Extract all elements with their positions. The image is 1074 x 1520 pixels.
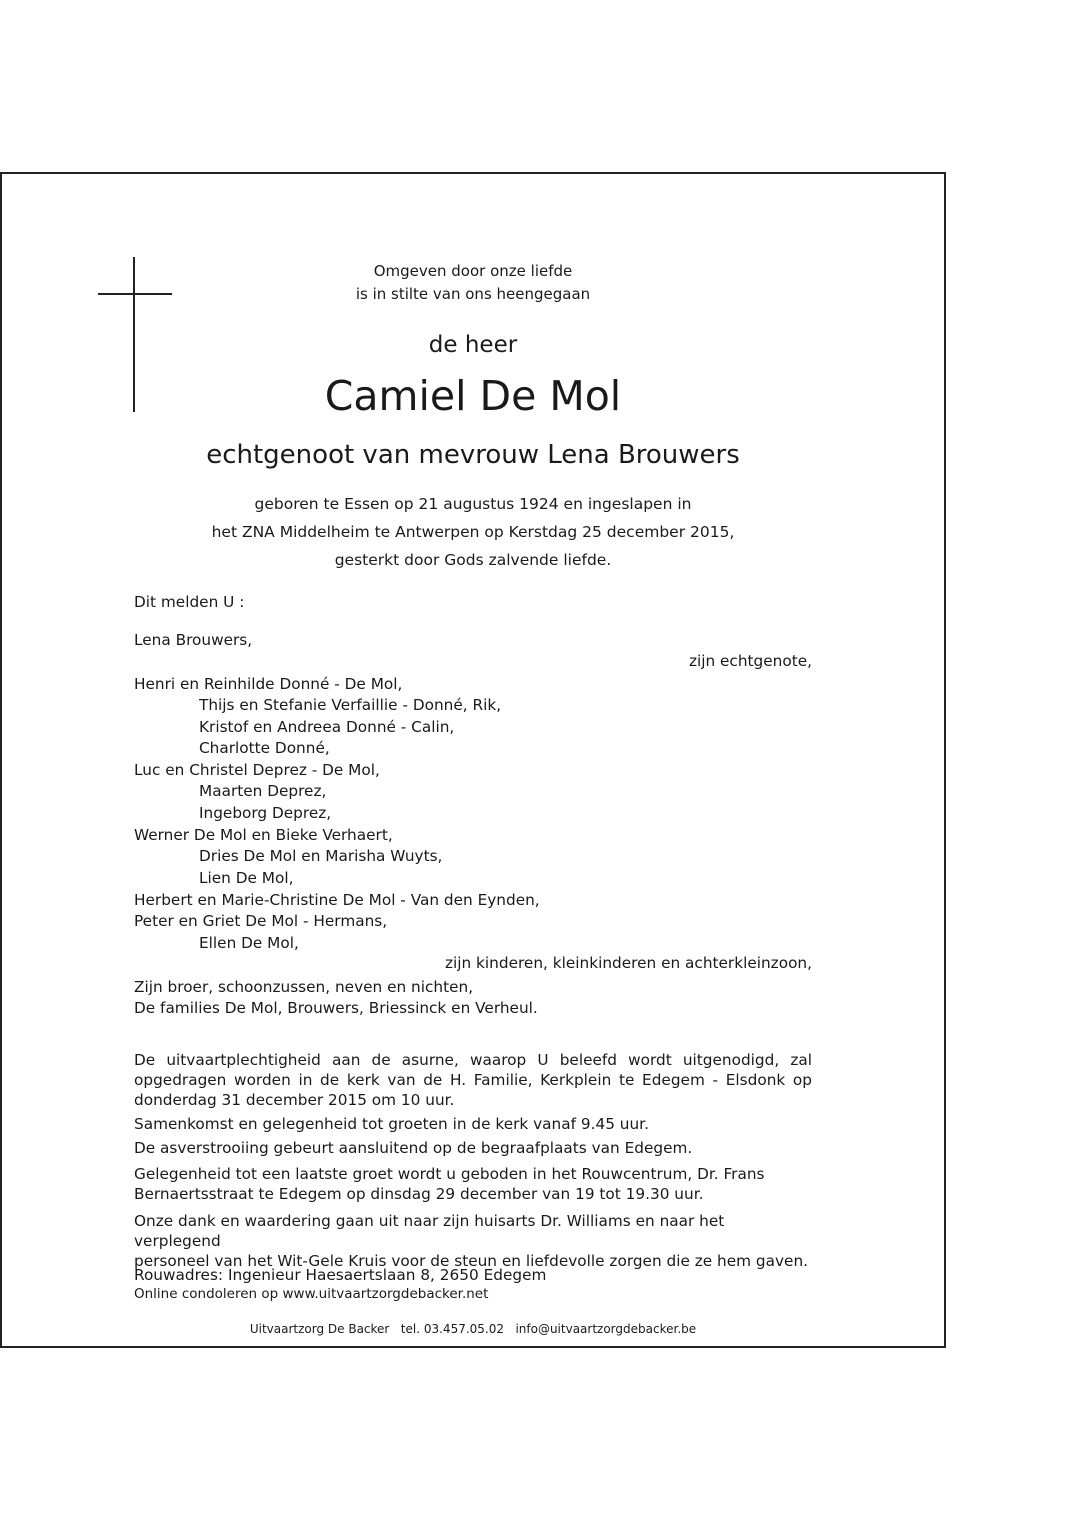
family-role: zijn kinderen, kleinkinderen en achterkleinzoon, xyxy=(444,954,812,972)
announce-text: Dit melden U : xyxy=(134,593,245,611)
family-member: Lien De Mol, xyxy=(199,869,294,887)
family-member: Werner De Mol en Bieke Verhaert, xyxy=(134,826,393,844)
gathering-text: Samenkomst en gelegenheid tot groeten in de kerk vanaf 9.45 uur. xyxy=(134,1115,649,1133)
honorific: de heer xyxy=(428,332,518,358)
family-member: Thijs en Stefanie Verfaillie - Donné, Rik, xyxy=(199,696,502,714)
thanks-paragraph: Onze dank en waardering gaan uit naar zijn huisarts Dr. Williams en naar het verplegend personeel van het Wit-Gele Kruis voor de steun en liefdevolle zorgen die ze hem gaven. xyxy=(134,1212,809,1270)
family-member: Dries De Mol en Marisha Wuyts, xyxy=(199,847,443,865)
family-member: Maarten Deprez, xyxy=(199,782,327,800)
family-member: Kristof en Andreea Donné - Calin, xyxy=(199,718,455,736)
family-member: Henri en Reinhilde Donné - De Mol, xyxy=(134,675,403,693)
ashes-text: De asverstrooiing gebeurt aansluitend op de begraafplaats van Edegem. xyxy=(134,1139,693,1157)
ceremony-paragraph: De uitvaartplechtigheid aan de asurne, waarop U beleefd wordt uitgenodigd, zal opgedragen worden in de kerk van de H. Familie, Kerkplein te Edegem - Elsdonk op donderdag 31 december 2015 om 10 uur. xyxy=(134,1051,812,1109)
family-member: Luc en Christel Deprez - De Mol, xyxy=(134,761,380,779)
wife-role: zijn echtgenote, xyxy=(688,652,812,670)
spouse-line: echtgenoot van mevrouw Lena Brouwers xyxy=(206,440,740,470)
farewell-paragraph: Gelegenheid tot een laatste groet wordt u geboden in het Rouwcentrum, Dr. Frans Bernaertsstraat te Edegem op dinsdag 29 december van 19 tot 19.30 uur. xyxy=(134,1165,765,1203)
mourning-address: Rouwadres: Ingenieur Haesaertslaan 8, 2650 Edegem xyxy=(134,1266,547,1284)
intro-text: Omgeven door onze liefde is in stilte van ons heengegaan xyxy=(355,262,591,303)
deceased-name: Camiel De Mol xyxy=(324,372,622,420)
family-member: Ellen De Mol, xyxy=(199,934,299,952)
family-member: Herbert en Marie-Christine De Mol - Van den Eynden, xyxy=(134,891,540,909)
family-member: Ingeborg Deprez, xyxy=(199,804,332,822)
wife-name: Lena Brouwers, xyxy=(134,631,253,649)
relatives-line: Zijn broer, schoonzussen, neven en nichten, xyxy=(134,978,474,996)
online-condolence-link[interactable]: Online condoleren op www.uitvaartzorgdebacker.net xyxy=(134,1286,489,1302)
relatives-line: De families De Mol, Brouwers, Briessinck en Verheul. xyxy=(134,999,538,1017)
funeral-home-footer: Uitvaartzorg De Backer tel. 03.457.05.02 info@uitvaartzorgdebacker.be xyxy=(249,1322,697,1336)
family-member: Peter en Griet De Mol - Hermans, xyxy=(134,912,388,930)
family-member: Charlotte Donné, xyxy=(199,739,330,757)
birth-death-details: geboren te Essen op 21 augustus 1924 en ingeslapen in het ZNA Middelheim te Antwerpen op Kerstdag 25 december 2015, gesterkt door Gods zalvende liefde. xyxy=(211,495,735,569)
